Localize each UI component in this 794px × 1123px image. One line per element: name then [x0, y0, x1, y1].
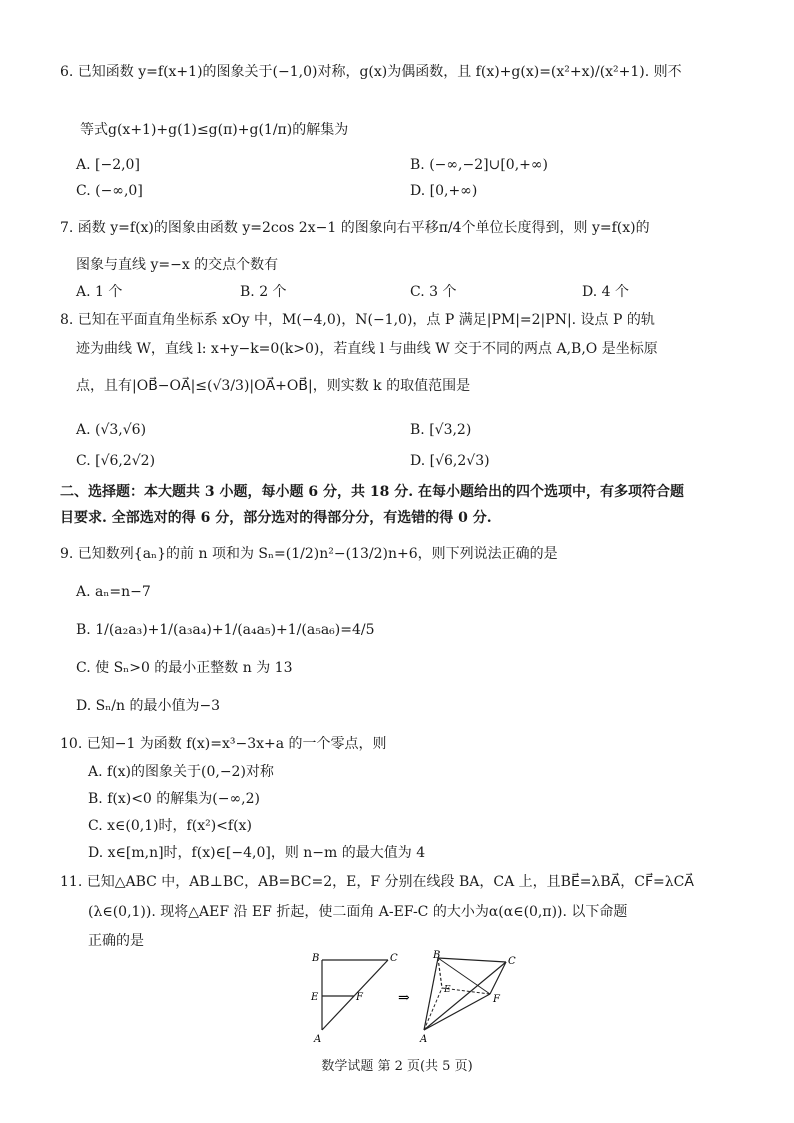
q8-option-b: B. [√3,2) [410, 422, 472, 438]
q10-stem: 10. 已知−1 为函数 f(x)=x³−3x+a 的一个零点，则 [60, 736, 387, 752]
q7-option-d: D. 4 个 [582, 284, 629, 300]
q6-option-a: A. [−2,0] [76, 157, 140, 173]
q9-stem: 9. 已知数列{aₙ}的前 n 项和为 Sₙ=(1/2)n²−(13/2)n+6，则下列说法正确的是 [60, 546, 558, 562]
q8-stem-line3: 点，且有|OB⃗−OA⃗|≤(√3/3)|OA⃗+OB⃗|，则实数 k 的取值范围是 [76, 378, 471, 394]
section2-heading-line1: 二、选择题：本大题共 3 小题，每小题 6 分，共 18 分. 在每小题给出的四个选项中，有多项符合题 [60, 484, 684, 500]
q8-option-c: C. [√6,2√2) [76, 453, 156, 469]
q8-stem-line2: 迹为曲线 W，直线 l: x+y−k=0(k>0)，若直线 l 与曲线 W 交于不同的两点 A,B,O 是坐标原 [76, 341, 658, 357]
label-b-left: B [312, 953, 320, 964]
flat-triangle-diagram [310, 953, 398, 1045]
q7-option-c: C. 3 个 [410, 284, 457, 300]
label-b-right: B [433, 950, 441, 961]
q8-stem-line1: 8. 已知在平面直角坐标系 xOy 中，M(−4,0)，N(−1,0)，点 P 满足|PM|=2|PN|. 设点 P 的轨 [60, 312, 655, 328]
label-c-left: C [390, 953, 398, 964]
q10-option-c: C. x∈(0,1)时，f(x²)<f(x) [88, 818, 252, 834]
q6-option-b: B. (−∞,−2]∪[0,+∞) [410, 157, 548, 173]
q9-option-b: B. 1/(a₂a₃)+1/(a₃a₄)+1/(a₄a₅)+1/(a₅a₆)=4/5 [76, 622, 375, 638]
q11-stem-line2: (λ∈(0,1)). 现将△AEF 沿 EF 折起，使二面角 A-EF-C 的大小为α(α∈(0,π)). 以下命题 [88, 904, 628, 920]
label-c-right: C [508, 956, 516, 967]
q9-option-d: D. Sₙ/n 的最小值为−3 [76, 698, 221, 714]
label-a-left: A [314, 1034, 322, 1045]
q6-stem-line2: 等式g(x+1)+g(1)≤g(π)+g(1/π)的解集为 [80, 122, 349, 138]
label-f-right: F [493, 994, 500, 1005]
q7-option-a: A. 1 个 [76, 284, 123, 300]
page-footer: 数学试题 第 2 页(共 5 页) [321, 1059, 473, 1074]
q11-stem-line1: 11. 已知△ABC 中，AB⊥BC，AB=BC=2，E，F 分别在线段 BA，CA 上，且BE⃗=λBA⃗，CF⃗=λCA⃗ [60, 874, 694, 890]
q11-figure [300, 950, 530, 1045]
q8-option-d: D. [√6,2√3) [410, 453, 490, 469]
folded-tetrahedron-diagram [419, 950, 516, 1045]
fold-arrow-icon: ⇒ [398, 990, 410, 1006]
q6-option-c: C. (−∞,0] [76, 183, 143, 199]
label-a-right: A [420, 1034, 428, 1045]
q11-stem-line3: 正确的是 [88, 933, 144, 949]
q9-option-c: C. 使 Sₙ>0 的最小正整数 n 为 13 [76, 660, 293, 676]
q10-option-b: B. f(x)<0 的解集为(−∞,2) [88, 791, 260, 807]
q7-stem-line1: 7. 函数 y=f(x)的图象由函数 y=2cos 2x−1 的图象向右平移π/4个单位长度得到，则 y=f(x)的 [60, 220, 650, 236]
q7-option-b: B. 2 个 [240, 284, 287, 300]
q7-stem-line2: 图象与直线 y=−x 的交点个数有 [76, 257, 279, 273]
q6-stem-line1: 6. 已知函数 y=f(x+1)的图象关于(−1,0)对称，g(x)为偶函数，且 f(x)+g(x)=(x²+x)/(x²+1). 则不 [60, 64, 682, 80]
label-e-right: E [444, 985, 451, 995]
q10-option-a: A. f(x)的图象关于(0,−2)对称 [88, 764, 274, 780]
q10-option-d: D. x∈[m,n]时，f(x)∈[−4,0]，则 n−m 的最大值为 4 [88, 845, 426, 861]
label-f-left: F [356, 992, 363, 1003]
label-e-left: E [311, 992, 319, 1003]
q9-option-a: A. aₙ=n−7 [76, 584, 151, 600]
q6-option-d: D. [0,+∞) [410, 183, 478, 199]
section2-heading-line2: 目要求. 全部选对的得 6 分，部分选对的得部分分，有选错的得 0 分. [60, 510, 492, 526]
q8-option-a: A. (√3,√6) [76, 422, 147, 438]
